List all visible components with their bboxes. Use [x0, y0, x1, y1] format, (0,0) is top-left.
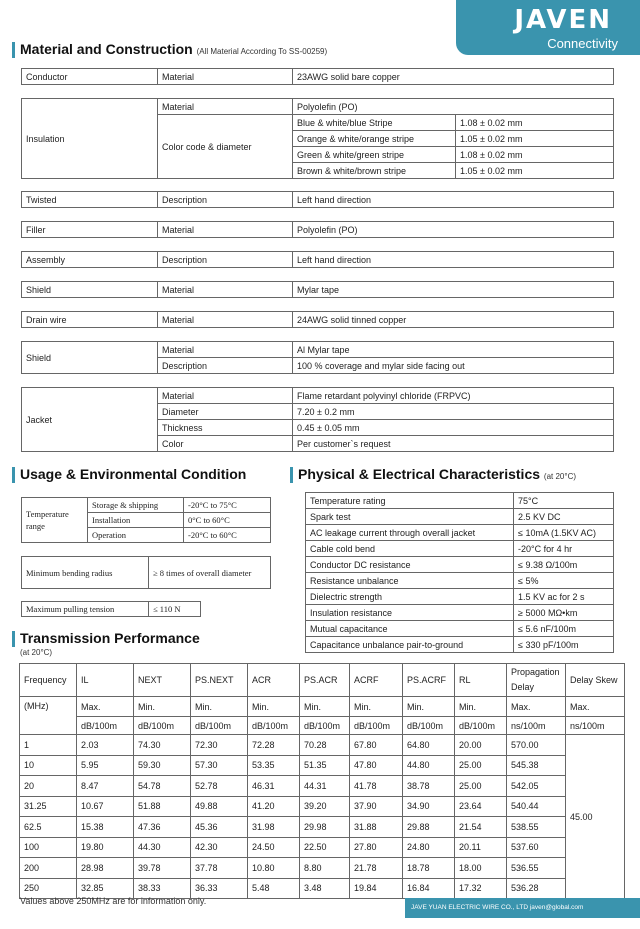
header-delay-skew: Delay Skew: [566, 664, 625, 697]
value-cell: 74.30: [134, 735, 191, 756]
table-row: [20, 837, 625, 858]
value-cell: 10.67: [77, 796, 134, 817]
value-cell: 22.50: [300, 837, 350, 858]
value-cell: 24.80: [403, 837, 455, 858]
value-cell: 47.80: [350, 755, 403, 776]
jacket-value: Flame retardant polyvinyl chloride (FRPVC): [293, 388, 614, 404]
value-cell: 17.32: [455, 878, 507, 899]
value-cell: 25.00: [455, 776, 507, 797]
bending-value: ≥ 8 times of overall diameter: [149, 557, 271, 589]
insulation-label: Insulation: [22, 99, 158, 179]
insulation-table: [21, 98, 614, 179]
value-cell: 3.48: [300, 878, 350, 899]
header-propagation-delay: Propagation Delay: [507, 664, 566, 697]
value-cell: 18.00: [455, 858, 507, 879]
physical-name: AC leakage current through overall jacket: [306, 525, 514, 541]
value-cell: 23.64: [455, 796, 507, 817]
value-cell: 2.03: [77, 735, 134, 756]
jacket-field: Diameter: [158, 404, 293, 420]
value-cell: 29.88: [403, 817, 455, 838]
frequency-cell: 20: [20, 776, 77, 797]
color-diameter: 1.08 ± 0.02 mm: [456, 115, 614, 131]
shield2-value-2: 100 % coverage and mylar side facing out: [293, 358, 614, 374]
transmission-note: (at 20°C): [20, 648, 53, 657]
usage-title-text: Usage & Environmental Condition: [20, 466, 247, 482]
shield-label: Shield: [22, 282, 158, 298]
delay-skew-cell: 45.00: [566, 735, 625, 899]
value-cell: 15.38: [77, 817, 134, 838]
value-cell: 44.31: [300, 776, 350, 797]
color-name: Orange & white/orange stripe: [293, 131, 456, 147]
jacket-value: 7.20 ± 0.2 mm: [293, 404, 614, 420]
physical-value: 2.5 KV DC: [514, 509, 614, 525]
value-cell: 31.88: [350, 817, 403, 838]
filler-label: Filler: [22, 222, 158, 238]
value-cell: 27.80: [350, 837, 403, 858]
frequency-cell: 100: [20, 837, 77, 858]
pulling-table: [21, 601, 201, 617]
color-name: Blue & white/blue Stripe: [293, 115, 456, 131]
table-row: [20, 735, 625, 756]
temp-value: -20°C to 60°C: [184, 528, 271, 543]
unit-limit: Min.: [350, 697, 403, 717]
value-cell: 57.30: [191, 755, 248, 776]
unit-limit: Max.: [566, 697, 625, 717]
unit-measure: dB/100m: [191, 717, 248, 735]
unit-limit: Max.: [507, 697, 566, 717]
unit-limit: Max.: [77, 697, 134, 717]
material-title-text: Material and Construction: [20, 41, 193, 57]
unit-limit: Min.: [248, 697, 300, 717]
conductor-label: Conductor: [22, 69, 158, 85]
physical-value: 75°C: [514, 493, 614, 509]
value-cell: 25.00: [455, 755, 507, 776]
jacket-field: Thickness: [158, 420, 293, 436]
physical-table: [305, 492, 614, 653]
value-cell: 16.84: [403, 878, 455, 899]
jacket-value: 0.45 ± 0.05 mm: [293, 420, 614, 436]
jacket-field: Material: [158, 388, 293, 404]
physical-value: ≥ 5000 MΩ•km: [514, 605, 614, 621]
physical-value: -20°C for 4 hr: [514, 541, 614, 557]
insulation-material-field: Material: [158, 99, 293, 115]
assembly-value: Left hand direction: [293, 252, 614, 268]
value-cell: 72.28: [248, 735, 300, 756]
jacket-value: Per customer`s request: [293, 436, 614, 452]
value-cell: 45.36: [191, 817, 248, 838]
value-cell: 19.84: [350, 878, 403, 899]
physical-name: Spark test: [306, 509, 514, 525]
unit-limit: Min.: [403, 697, 455, 717]
value-cell: 28.98: [77, 858, 134, 879]
value-cell: 67.80: [350, 735, 403, 756]
frequency-cell: 1: [20, 735, 77, 756]
value-cell: 21.78: [350, 858, 403, 879]
value-cell: 53.35: [248, 755, 300, 776]
brand-tagline: Connectivity: [547, 36, 618, 51]
value-cell: 47.36: [134, 817, 191, 838]
shield2-label: Shield: [22, 342, 158, 374]
color-diameter: 1.05 ± 0.02 mm: [456, 131, 614, 147]
twisted-field: Description: [158, 192, 293, 208]
unit-limit: Min.: [455, 697, 507, 717]
value-cell: 37.78: [191, 858, 248, 879]
value-cell: 54.78: [134, 776, 191, 797]
usage-section-title: [12, 466, 246, 482]
value-cell: 536.28: [507, 878, 566, 899]
unit-measure: dB/100m: [403, 717, 455, 735]
twisted-value: Left hand direction: [293, 192, 614, 208]
conductor-table: [21, 68, 614, 85]
physical-value: ≤ 9.38 Ω/100m: [514, 557, 614, 573]
unit-limit: Min.: [300, 697, 350, 717]
unit-measure: dB/100m: [134, 717, 191, 735]
value-cell: 536.55: [507, 858, 566, 879]
header-psnext: PS.NEXT: [191, 664, 248, 697]
physical-note: (at 20°C): [543, 472, 577, 481]
material-section-title: [12, 41, 327, 57]
conductor-field: Material: [158, 69, 293, 85]
header-next: NEXT: [134, 664, 191, 697]
value-cell: 19.80: [77, 837, 134, 858]
filler-field: Material: [158, 222, 293, 238]
frequency-cell: 200: [20, 858, 77, 879]
brand-name: JAVEN: [514, 5, 612, 35]
value-cell: 21.54: [455, 817, 507, 838]
temperature-table: [21, 497, 271, 543]
header-acr: ACR: [248, 664, 300, 697]
color-diameter: 1.08 ± 0.02 mm: [456, 147, 614, 163]
transmission-title-text: Transmission Performance: [20, 630, 200, 646]
value-cell: 537.60: [507, 837, 566, 858]
drain-value: 24AWG solid tinned copper: [293, 312, 614, 328]
header-frequency: Frequency: [20, 664, 77, 697]
value-cell: 540.44: [507, 796, 566, 817]
frequency-cell: 31.25: [20, 796, 77, 817]
conductor-value: 23AWG solid bare copper: [293, 69, 614, 85]
value-cell: 59.30: [134, 755, 191, 776]
transmission-footnote: Values above 250MHz are for information only.: [20, 896, 207, 906]
value-cell: 5.48: [248, 878, 300, 899]
temp-value: 0°C to 60°C: [184, 513, 271, 528]
value-cell: 64.80: [403, 735, 455, 756]
value-cell: 49.88: [191, 796, 248, 817]
assembly-field: Description: [158, 252, 293, 268]
value-cell: 18.78: [403, 858, 455, 879]
value-cell: 570.00: [507, 735, 566, 756]
frequency-cell: 62.5: [20, 817, 77, 838]
value-cell: 36.33: [191, 878, 248, 899]
value-cell: 38.33: [134, 878, 191, 899]
value-cell: 37.90: [350, 796, 403, 817]
shield-table-2: [21, 341, 614, 374]
physical-section-title: [290, 466, 576, 482]
frequency-cell: 250: [20, 878, 77, 899]
pulling-label: Maximum pulling tension: [22, 602, 149, 617]
physical-title-text: Physical & Electrical Characteristics: [298, 466, 541, 482]
physical-value: ≤ 5.6 nF/100m: [514, 621, 614, 637]
physical-value: 1.5 KV ac for 2 s: [514, 589, 614, 605]
value-cell: 34.90: [403, 796, 455, 817]
unit-measure: dB/100m: [77, 717, 134, 735]
physical-value: ≤ 10mA (1.5KV AC): [514, 525, 614, 541]
value-cell: 538.55: [507, 817, 566, 838]
shield2-field-2: Description: [158, 358, 293, 374]
physical-name: Insulation resistance: [306, 605, 514, 621]
temp-condition: Installation: [88, 513, 184, 528]
filler-table: [21, 221, 614, 238]
value-cell: 41.20: [248, 796, 300, 817]
twisted-label: Twisted: [22, 192, 158, 208]
value-cell: 46.31: [248, 776, 300, 797]
physical-name: Mutual capacitance: [306, 621, 514, 637]
material-note: (All Material According To SS-00259): [196, 47, 328, 56]
value-cell: 32.85: [77, 878, 134, 899]
header-psacrf: PS.ACRF: [403, 664, 455, 697]
value-cell: 542.05: [507, 776, 566, 797]
shield2-value-1: Al Mylar tape: [293, 342, 614, 358]
frequency-cell: 10: [20, 755, 77, 776]
drain-wire-table: [21, 311, 614, 328]
physical-name: Conductor DC resistance: [306, 557, 514, 573]
physical-value: ≤ 330 pF/100m: [514, 637, 614, 653]
value-cell: 20.00: [455, 735, 507, 756]
value-cell: 70.28: [300, 735, 350, 756]
value-cell: 39.78: [134, 858, 191, 879]
unit-measure: ns/100m: [566, 717, 625, 735]
company-footer: JAVE YUAN ELECTRIC WIRE CO., LTD javen@global.com: [405, 898, 640, 918]
value-cell: 44.80: [403, 755, 455, 776]
value-cell: 545.38: [507, 755, 566, 776]
value-cell: 41.78: [350, 776, 403, 797]
color-name: Brown & white/brown stripe: [293, 163, 456, 179]
temperature-label: Temperature range: [22, 498, 88, 543]
drain-label: Drain wire: [22, 312, 158, 328]
unit-limit: Min.: [191, 697, 248, 717]
unit-measure: dB/100m: [248, 717, 300, 735]
header-il: IL: [77, 664, 134, 697]
shield-table: [21, 281, 614, 298]
pulling-value: ≤ 110 N: [149, 602, 201, 617]
value-cell: 72.30: [191, 735, 248, 756]
temp-value: -20°C to 75°C: [184, 498, 271, 513]
color-name: Green & white/green stripe: [293, 147, 456, 163]
unit-limit: Min.: [134, 697, 191, 717]
value-cell: 8.80: [300, 858, 350, 879]
unit-measure: dB/100m: [455, 717, 507, 735]
value-cell: 42.30: [191, 837, 248, 858]
insulation-color-field: Color code & diameter: [158, 115, 293, 179]
jacket-label: Jacket: [22, 388, 158, 452]
physical-name: Resistance unbalance: [306, 573, 514, 589]
filler-value: Polyolefin (PO): [293, 222, 614, 238]
value-cell: 44.30: [134, 837, 191, 858]
value-cell: 51.88: [134, 796, 191, 817]
jacket-field: Color: [158, 436, 293, 452]
table-row: [20, 776, 625, 797]
brand-logo: [456, 0, 640, 55]
drain-field: Material: [158, 312, 293, 328]
unit-measure: dB/100m: [350, 717, 403, 735]
twisted-table: [21, 191, 614, 208]
color-diameter: 1.05 ± 0.02 mm: [456, 163, 614, 179]
shield-value: Mylar tape: [293, 282, 614, 298]
table-row: [20, 817, 625, 838]
value-cell: 52.78: [191, 776, 248, 797]
insulation-material-value: Polyolefin (PO): [293, 99, 614, 115]
transmission-table: [19, 663, 625, 899]
table-row: [20, 796, 625, 817]
bending-table: [21, 556, 271, 589]
value-cell: 31.98: [248, 817, 300, 838]
value-cell: 29.98: [300, 817, 350, 838]
value-cell: 24.50: [248, 837, 300, 858]
bending-label: Minimum bending radius: [22, 557, 149, 589]
table-row: [20, 858, 625, 879]
temp-condition: Storage & shipping: [88, 498, 184, 513]
physical-name: Cable cold bend: [306, 541, 514, 557]
value-cell: 8.47: [77, 776, 134, 797]
value-cell: 10.80: [248, 858, 300, 879]
physical-name: Temperature rating: [306, 493, 514, 509]
assembly-table: [21, 251, 614, 268]
value-cell: 20.11: [455, 837, 507, 858]
physical-value: ≤ 5%: [514, 573, 614, 589]
table-row: [20, 755, 625, 776]
transmission-section-title: [12, 630, 200, 646]
value-cell: 38.78: [403, 776, 455, 797]
temp-condition: Operation: [88, 528, 184, 543]
physical-name: Capacitance unbalance pair-to-ground: [306, 637, 514, 653]
header-psacr: PS.ACR: [300, 664, 350, 697]
unit-mhz: (MHz): [20, 697, 77, 735]
physical-name: Dielectric strength: [306, 589, 514, 605]
assembly-label: Assembly: [22, 252, 158, 268]
shield-field: Material: [158, 282, 293, 298]
value-cell: 51.35: [300, 755, 350, 776]
header-rl: RL: [455, 664, 507, 697]
shield2-field-1: Material: [158, 342, 293, 358]
unit-measure: ns/100m: [507, 717, 566, 735]
header-acrf: ACRF: [350, 664, 403, 697]
value-cell: 39.20: [300, 796, 350, 817]
unit-measure: dB/100m: [300, 717, 350, 735]
value-cell: 5.95: [77, 755, 134, 776]
jacket-table: [21, 387, 614, 452]
